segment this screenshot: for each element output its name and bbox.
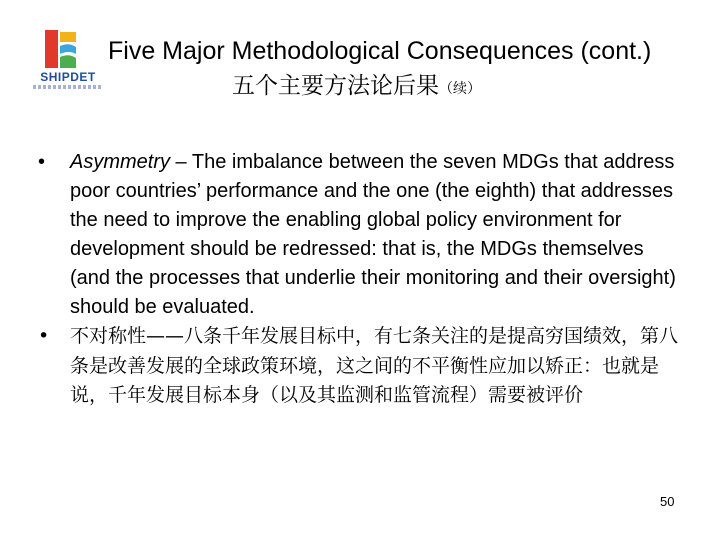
bullet-asymmetry-en (38, 148, 688, 322)
bullet-icon: • (38, 325, 50, 347)
title-zh-suffix: （续） (439, 81, 481, 97)
slide-title-english: Five Major Methodological Consequences (cont.) (108, 37, 652, 65)
bullet-asymmetry-zh (38, 322, 688, 411)
shipdet-logo (33, 30, 103, 94)
shipdet-logo-icon (45, 30, 91, 70)
bullet-term: Asymmetry (70, 151, 170, 173)
logo-text: SHIPDET (40, 70, 96, 84)
bullet-text: 不对称性——八条千年发展目标中，有七条关注的是提高穷国绩效，第八条是改善发展的全球政策环境，这之间的不平衡性应加以矫正：也就是说，千年发展目标本身（以及其监测和监管流程）需要被评价 (70, 325, 679, 406)
slide-number: 50 (660, 494, 675, 509)
title-zh-main: 五个主要方法论后果 (232, 73, 439, 99)
bullet-list (38, 148, 688, 411)
bullet-text: – The imbalance between the seven MDGs that address poor countries’ performance and the one (the eighth) that addresses the need to improve the enabling global policy environment for development should be redressed: that is, the MDGs themselves (and the processes that underlie their monitoring and their oversight) should be evaluated. (70, 151, 676, 318)
logo-subtitle (33, 85, 103, 89)
bullet-icon: • (38, 151, 46, 173)
slide-title-chinese (232, 70, 481, 105)
